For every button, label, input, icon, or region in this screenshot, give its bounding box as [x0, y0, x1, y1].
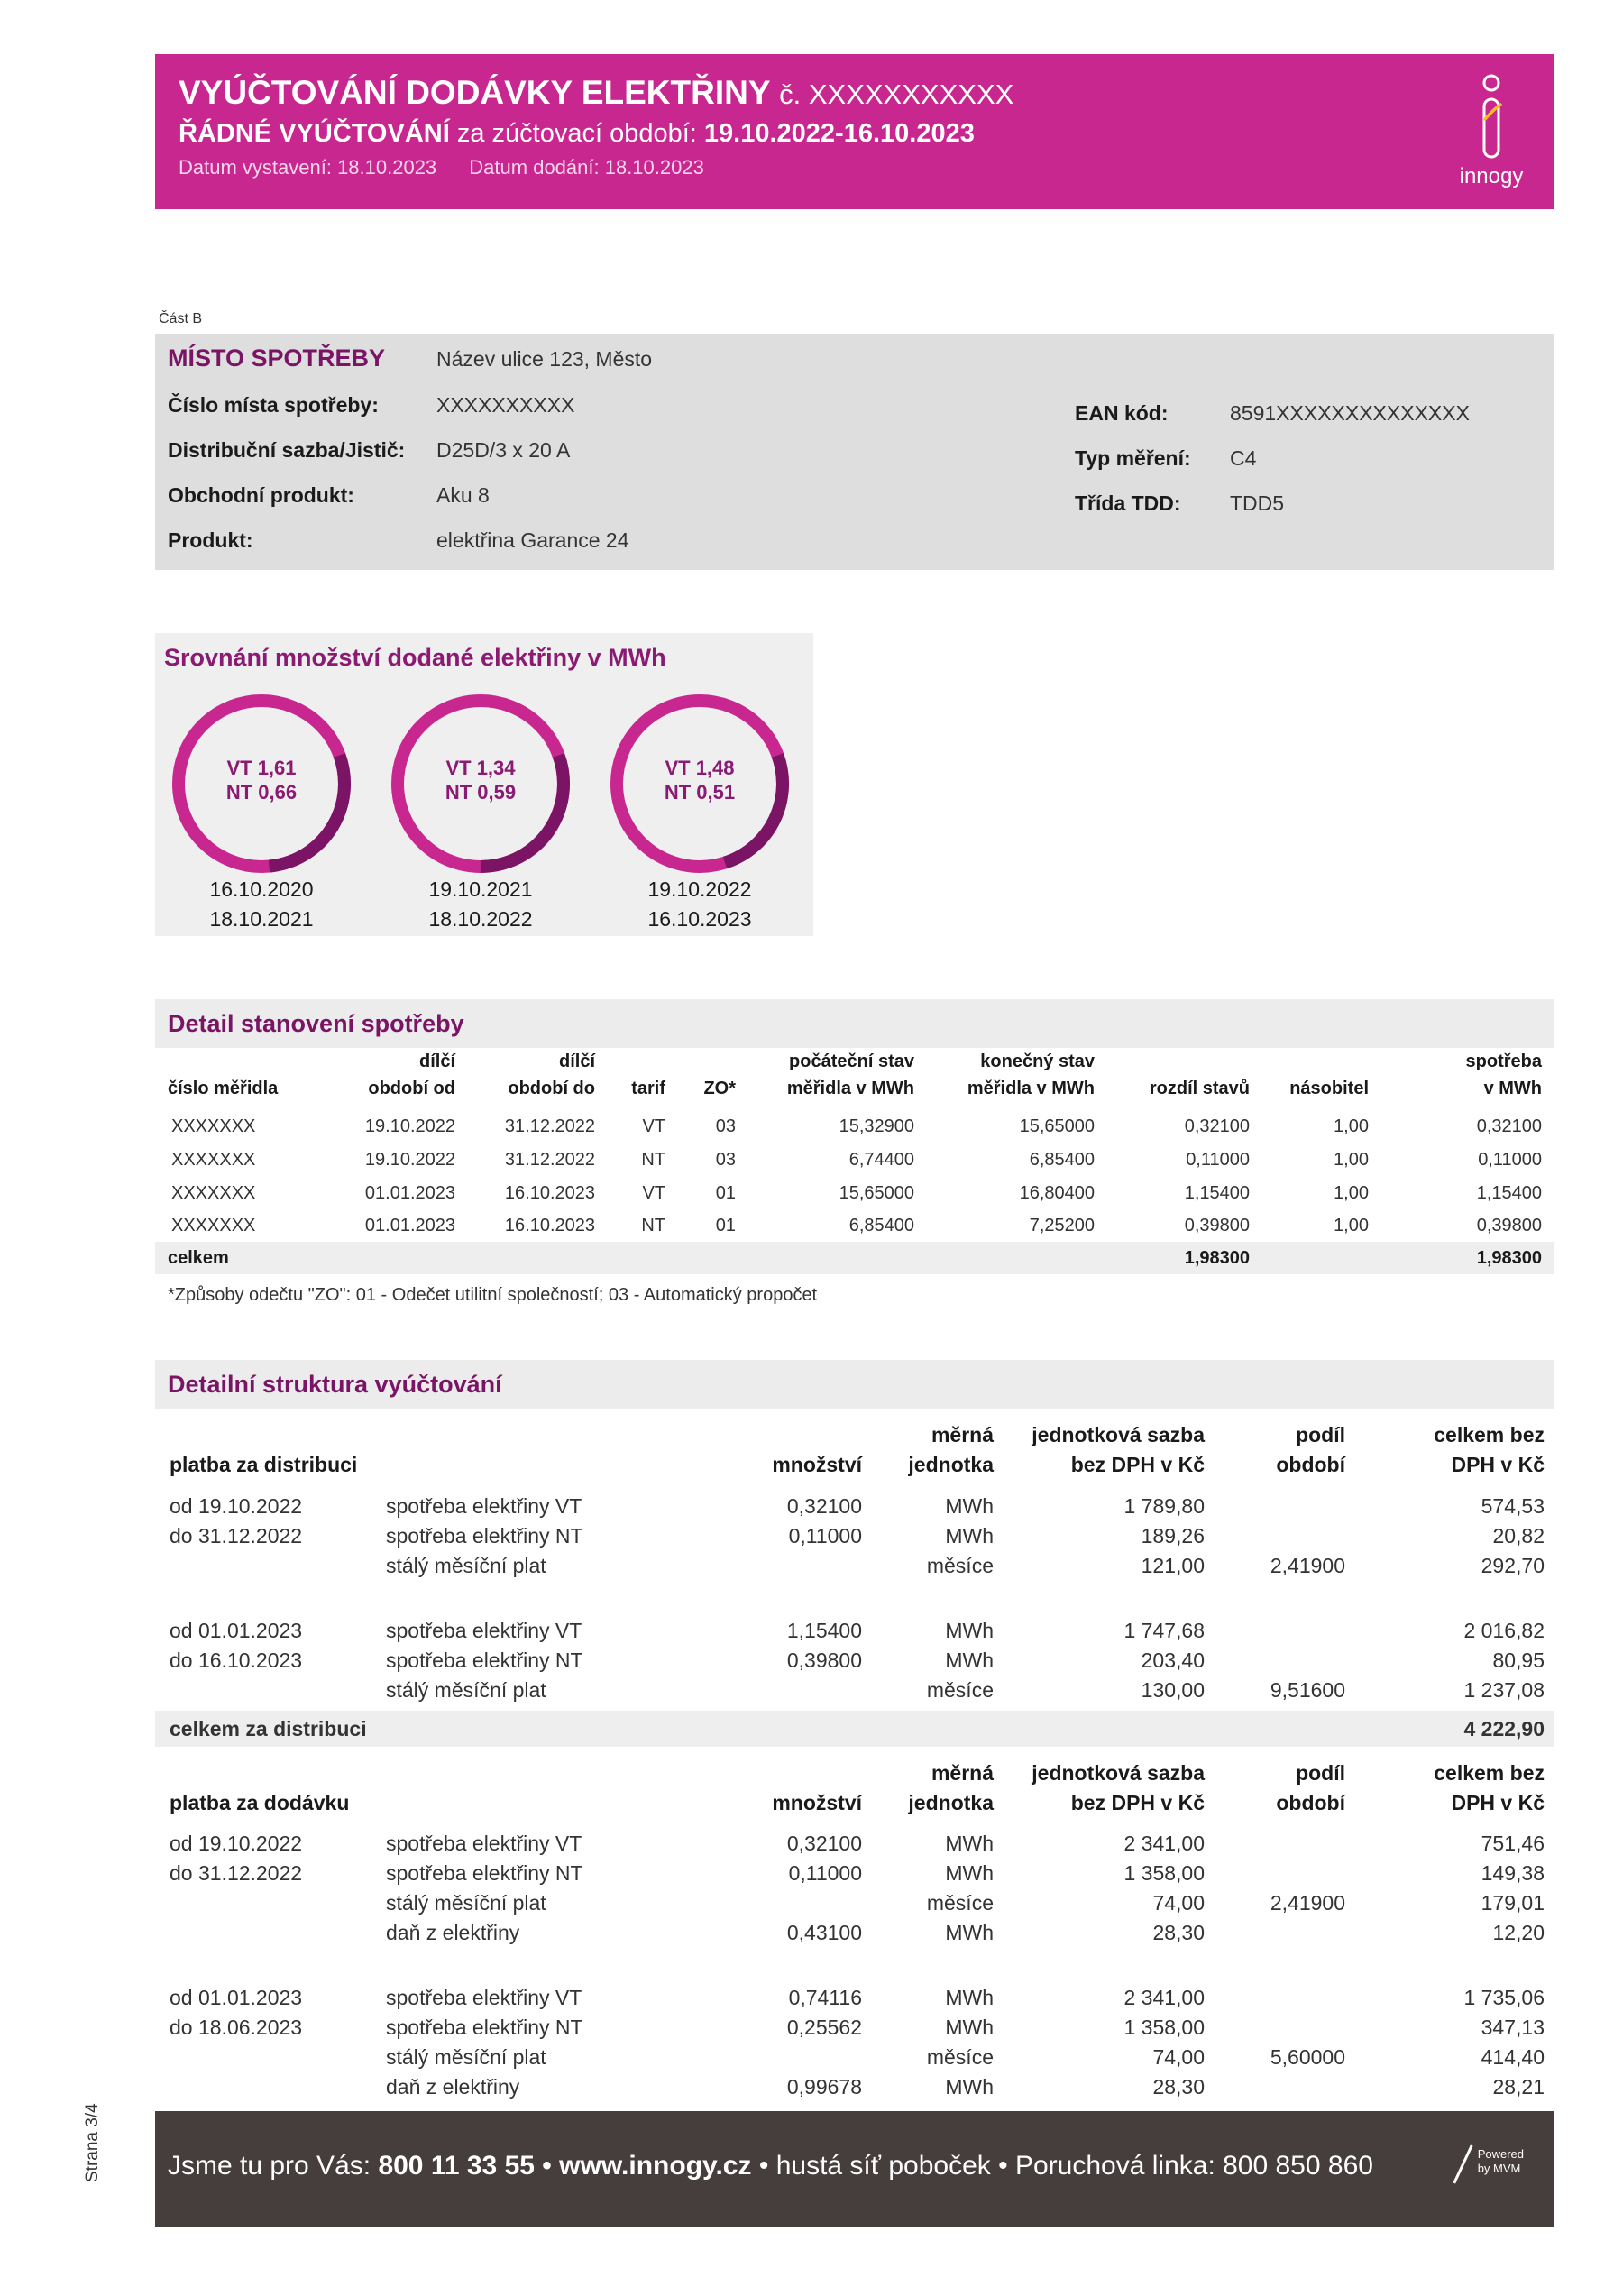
field-value: elektřina Garance 24 — [436, 528, 629, 552]
cell-from: 19.10.2022 — [364, 1150, 455, 1170]
field-value: D25D/3 x 20 A — [436, 438, 571, 462]
cell-total: 2 016,82 — [1463, 1619, 1545, 1642]
bullet: • — [758, 2151, 769, 2181]
page-number: Strana 3/4 — [83, 2103, 102, 2182]
col-header — [1389, 1048, 1542, 1102]
cell-diff: 0,32100 — [1184, 1116, 1250, 1136]
field-label: Třída TDD: — [1075, 491, 1181, 515]
cell-item: spotřeba elektřiny NT — [386, 1861, 583, 1885]
cell-cons: 0,11000 — [1478, 1150, 1542, 1170]
cell-unit: MWh — [945, 1494, 994, 1518]
cell-period: do 16.10.2023 — [170, 1649, 303, 1672]
col-header: množství — [772, 1453, 862, 1476]
cell-to: 16.10.2023 — [504, 1216, 595, 1235]
cell-total: 12,20 — [1492, 1921, 1545, 1944]
cell-period: od 19.10.2022 — [170, 1832, 303, 1855]
cell-unit: měsíce — [926, 1554, 994, 1577]
total-label: celkem za distribuci — [170, 1717, 367, 1740]
period-dates — [167, 875, 356, 934]
col-header — [1362, 1759, 1545, 1818]
cell-rate: 121,00 — [1141, 1554, 1205, 1577]
cell-qty: 0,43100 — [786, 1921, 862, 1944]
cell-zo: 03 — [715, 1116, 736, 1136]
cell-meter: XXXXXXX — [171, 1150, 256, 1170]
powered-by — [1478, 2147, 1524, 2176]
col-header — [325, 1048, 455, 1102]
col-header-line: konečný stav — [980, 1052, 1095, 1071]
cell-item: spotřeba elektřiny VT — [386, 1832, 582, 1855]
cell-unit: měsíce — [926, 1891, 994, 1915]
cell-total: 20,82 — [1492, 1524, 1545, 1548]
cell-qty: 0,74116 — [788, 1986, 862, 2009]
cell-diff: 0,39800 — [1184, 1216, 1250, 1235]
cell-total: 1 735,06 — [1463, 1986, 1545, 2009]
col-header-line: DPH v Kč — [1451, 1791, 1545, 1814]
cell-item: stálý měsíční plat — [386, 1891, 546, 1915]
cell-share: 5,60000 — [1270, 2045, 1345, 2069]
contact-footer — [155, 2111, 1554, 2227]
invoice-subtitle — [179, 119, 975, 149]
donut-label — [167, 756, 356, 804]
cell-rate: 189,26 — [1141, 1524, 1205, 1548]
period-from: 19.10.2021 — [428, 877, 533, 901]
col-header-line: podíl — [1296, 1761, 1345, 1785]
cell-diff: 0,11000 — [1186, 1150, 1250, 1170]
total-label: celkem — [168, 1248, 229, 1268]
nt-value: NT 0,51 — [664, 781, 736, 804]
cell-unit: MWh — [945, 2075, 994, 2099]
cell-cons: 0,32100 — [1476, 1116, 1542, 1136]
nt-value: NT 0,59 — [445, 781, 517, 804]
cell-rate: 28,30 — [1152, 1921, 1205, 1944]
cell-unit: MWh — [945, 1649, 994, 1672]
col-header-line: celkem bez — [1434, 1761, 1545, 1785]
invoice-dates — [179, 156, 704, 179]
col-header — [875, 1759, 994, 1818]
cell-unit: MWh — [945, 1832, 994, 1855]
col-header-line: měřidla v MWh — [967, 1079, 1095, 1098]
col-header-line: měrná — [931, 1423, 994, 1446]
cell-total: 1 237,08 — [1463, 1678, 1545, 1702]
col-header — [875, 1420, 994, 1480]
logo-text: innogy — [1459, 164, 1524, 188]
cell-zo: 01 — [715, 1216, 736, 1235]
col-header-line: období od — [368, 1079, 455, 1098]
cell-item: spotřeba elektřiny VT — [386, 1494, 582, 1518]
cell-period: od 19.10.2022 — [170, 1494, 303, 1518]
cell-period: do 31.12.2022 — [170, 1861, 303, 1885]
invoice-header — [155, 54, 1554, 209]
field-value: TDD5 — [1230, 491, 1285, 515]
footer-web: www.innogy.cz — [559, 2151, 752, 2181]
cell-mult: 1,00 — [1334, 1216, 1369, 1235]
cell-to: 31.12.2022 — [504, 1116, 595, 1136]
cell-unit: měsíce — [926, 2045, 994, 2069]
col-header — [1217, 1759, 1345, 1818]
col-header — [1362, 1420, 1545, 1480]
cell-total: 347,13 — [1481, 2016, 1545, 2039]
cell-qty: 0,11000 — [788, 1524, 862, 1548]
period-to: 16.10.2023 — [647, 907, 752, 931]
cell-start: 15,32900 — [839, 1116, 914, 1136]
cell-rate: 74,00 — [1152, 2045, 1205, 2069]
cell-item: stálý měsíční plat — [386, 1678, 546, 1702]
cell-qty: 0,39800 — [786, 1649, 862, 1672]
cell-item: spotřeba elektřiny NT — [386, 2016, 583, 2039]
cell-total: 149,38 — [1481, 1861, 1545, 1885]
section-label: Část B — [159, 311, 203, 326]
cell-rate: 130,00 — [1141, 1678, 1205, 1702]
cell-qty: 0,32100 — [786, 1494, 862, 1518]
total-row — [155, 1242, 1554, 1274]
detail-title: Detail stanovení spotřeby — [168, 1010, 464, 1037]
cell-from: 01.01.2023 — [364, 1216, 455, 1235]
cell-meter: XXXXXXX — [171, 1183, 256, 1203]
cell-end: 16,80400 — [1019, 1183, 1095, 1203]
delivery-date: Datum dodání: 18.10.2023 — [469, 156, 704, 179]
field-label: Typ měření: — [1075, 446, 1191, 470]
col-header — [1217, 1420, 1345, 1480]
col-header-line: období do — [508, 1079, 595, 1098]
billing-title: Detailní struktura vyúčtování — [168, 1371, 502, 1398]
cell-rate: 2 341,00 — [1123, 1832, 1205, 1855]
powered-line: by MVM — [1477, 2162, 1521, 2175]
cell-total: 80,95 — [1492, 1649, 1545, 1672]
innogy-logo-icon — [1446, 70, 1536, 170]
consumption-place-box — [155, 334, 1554, 570]
footer-phone: 800 11 33 55 — [378, 2151, 535, 2181]
col-header-line: období — [1276, 1453, 1345, 1476]
subtitle-bold: ŘÁDNÉ VYÚČTOVÁNÍ — [179, 119, 450, 148]
cell-rate: 1 358,00 — [1123, 1861, 1205, 1885]
cell-tarif: NT — [641, 1216, 665, 1235]
col-header-line: podíl — [1296, 1423, 1345, 1446]
cell-end: 15,65000 — [1019, 1116, 1095, 1136]
cell-tarif: VT — [642, 1116, 665, 1136]
cell-qty: 0,11000 — [788, 1861, 862, 1885]
cell-unit: MWh — [945, 1986, 994, 2009]
cell-total: 28,21 — [1492, 2075, 1545, 2099]
comparison-title: Srovnání množství dodané elektřiny v MWh — [164, 644, 666, 671]
cell-zo: 01 — [715, 1183, 736, 1203]
issue-date: Datum vystavení: 18.10.2023 — [179, 156, 437, 179]
period-dates — [386, 875, 575, 934]
cell-item: stálý měsíční plat — [386, 2045, 546, 2069]
distribution-heading: platba za distribuci — [170, 1453, 358, 1476]
cell-mult: 1,00 — [1334, 1150, 1369, 1170]
cell-unit: MWh — [945, 1861, 994, 1885]
period-to: 18.10.2022 — [428, 907, 533, 931]
invoice-number: č. XXXXXXXXXXX — [779, 78, 1014, 110]
col-header-line: jednotková sazba — [1032, 1761, 1205, 1785]
col-header: násobitel — [1289, 1079, 1369, 1098]
cell-unit: MWh — [945, 2016, 994, 2039]
cell-zo: 03 — [715, 1150, 736, 1170]
total-cons: 1,98300 — [1476, 1248, 1542, 1268]
cell-meter: XXXXXXX — [171, 1216, 256, 1235]
cell-period: od 01.01.2023 — [170, 1619, 303, 1642]
period-dates — [605, 875, 794, 934]
cell-total: 751,46 — [1481, 1832, 1545, 1855]
col-header: číslo měřidla — [168, 1079, 279, 1098]
cell-item: spotřeba elektřiny VT — [386, 1986, 582, 2009]
consumption-comparison — [155, 633, 813, 936]
col-header-line: měrná — [931, 1761, 994, 1785]
field-value: C4 — [1230, 446, 1257, 470]
col-header: tarif — [631, 1079, 665, 1098]
cell-from: 19.10.2022 — [364, 1116, 455, 1136]
field-label: Produkt: — [168, 528, 253, 552]
cell-end: 7,25200 — [1029, 1216, 1095, 1235]
cell-total: 414,40 — [1481, 2045, 1545, 2069]
cell-total: 574,53 — [1481, 1494, 1545, 1518]
cell-share: 9,51600 — [1270, 1678, 1345, 1702]
powered-line: Powered — [1477, 2147, 1524, 2161]
cell-share: 2,41900 — [1270, 1891, 1345, 1915]
cell-cons: 0,39800 — [1476, 1216, 1542, 1235]
col-header-line: jednotka — [908, 1791, 994, 1814]
col-header-line: dílčí — [418, 1052, 455, 1071]
innogy-logo — [1446, 70, 1536, 197]
cell-diff: 1,15400 — [1184, 1183, 1250, 1203]
col-header-line: počáteční stav — [789, 1052, 914, 1071]
footer-hotline: Poruchová linka: 800 850 860 — [1014, 2151, 1373, 2181]
col-header-line: celkem bez — [1434, 1423, 1545, 1446]
cell-start: 15,65000 — [839, 1183, 914, 1203]
reading-method-note: *Způsoby odečtu "ZO": 01 - Odečet utilitní společností; 03 - Automatický propočet — [168, 1285, 818, 1305]
cell-item: spotřeba elektřiny VT — [386, 1619, 582, 1642]
col-header-line: DPH v Kč — [1451, 1453, 1545, 1476]
cell-qty: 0,25562 — [786, 2016, 862, 2039]
cell-rate: 74,00 — [1152, 1891, 1205, 1915]
detail-section-heading — [155, 999, 1554, 1048]
cell-item: stálý měsíční plat — [386, 1554, 546, 1577]
col-header-line: v MWh — [1483, 1079, 1542, 1098]
field-value: XXXXXXXXXX — [436, 393, 575, 417]
invoice-title — [179, 74, 1013, 112]
nt-value: NT 0,66 — [225, 781, 298, 804]
cell-total: 179,01 — [1481, 1891, 1545, 1915]
col-header: ZO* — [703, 1079, 736, 1098]
cell-rate: 2 341,00 — [1123, 1986, 1205, 2009]
bullet: • — [998, 2151, 1008, 2181]
cell-to: 16.10.2023 — [504, 1183, 595, 1203]
field-label: Distribuční sazba/Jistič: — [168, 438, 406, 462]
col-header-line: bez DPH v Kč — [1070, 1791, 1205, 1814]
col-header-line: měřidla v MWh — [786, 1079, 914, 1098]
cell-rate: 1 789,80 — [1123, 1494, 1205, 1518]
col-header-line: období — [1276, 1791, 1345, 1814]
col-header — [469, 1048, 595, 1102]
cell-mult: 1,00 — [1334, 1183, 1369, 1203]
col-header: množství — [772, 1791, 862, 1814]
cell-rate: 1 358,00 — [1123, 2016, 1205, 2039]
period-from: 19.10.2022 — [647, 877, 752, 901]
cell-end: 6,85400 — [1029, 1150, 1095, 1170]
slash-icon — [1453, 2145, 1472, 2184]
cell-unit: MWh — [945, 1619, 994, 1642]
field-value: 8591XXXXXXXXXXXXXX — [1230, 401, 1470, 425]
total-diff: 1,98300 — [1184, 1248, 1250, 1268]
cell-item: spotřeba elektřiny NT — [386, 1649, 583, 1672]
period-from: 16.10.2020 — [209, 877, 314, 901]
cell-unit: MWh — [945, 1524, 994, 1548]
donut-label — [605, 756, 794, 804]
subtitle-mid: za zúčtovací období: — [456, 119, 697, 148]
cell-tarif: NT — [641, 1150, 665, 1170]
col-header — [1001, 1759, 1205, 1818]
cell-from: 01.01.2023 — [364, 1183, 455, 1203]
footer-text — [168, 2151, 1373, 2181]
field-label: Obchodní produkt: — [168, 483, 354, 507]
consumption-place-address: Název ulice 123, Město — [436, 347, 653, 371]
cell-period: do 18.06.2023 — [170, 2016, 303, 2039]
bullet: • — [542, 2151, 552, 2181]
consumption-place-heading: MÍSTO SPOTŘEBY — [168, 344, 386, 372]
cell-period: od 01.01.2023 — [170, 1986, 303, 2009]
cell-cons: 1,15400 — [1476, 1183, 1542, 1203]
field-value: Aku 8 — [436, 483, 490, 507]
cell-to: 31.12.2022 — [504, 1150, 595, 1170]
cell-start: 6,85400 — [848, 1216, 914, 1235]
cell-start: 6,74400 — [848, 1150, 914, 1170]
cell-qty: 0,99678 — [786, 2075, 862, 2099]
cell-qty: 1,15400 — [786, 1619, 862, 1642]
cell-period: do 31.12.2022 — [170, 1524, 303, 1548]
period-to: 18.10.2021 — [209, 907, 314, 931]
billing-period: 19.10.2022-16.10.2023 — [703, 119, 975, 148]
col-header-line: jednotka — [908, 1453, 994, 1476]
col-header-line: bez DPH v Kč — [1070, 1453, 1205, 1476]
footer-branches: hustá síť poboček — [775, 2151, 991, 2181]
cell-mult: 1,00 — [1334, 1116, 1369, 1136]
cell-meter: XXXXXXX — [171, 1116, 256, 1136]
billing-section-heading — [155, 1360, 1554, 1409]
total-value: 4 222,90 — [1463, 1717, 1545, 1740]
cell-qty: 0,32100 — [786, 1832, 862, 1855]
vt-value: VT 1,61 — [226, 757, 297, 779]
cell-item: spotřeba elektřiny NT — [386, 1524, 583, 1548]
field-label: EAN kód: — [1075, 401, 1169, 425]
vt-value: VT 1,34 — [445, 757, 516, 779]
cell-share: 2,41900 — [1270, 1554, 1345, 1577]
cell-rate: 28,30 — [1152, 2075, 1205, 2099]
col-header — [929, 1048, 1095, 1102]
col-header — [748, 1048, 914, 1102]
col-header — [1001, 1420, 1205, 1480]
cell-rate: 1 747,68 — [1123, 1619, 1205, 1642]
col-header-line: spotřeba — [1465, 1052, 1542, 1071]
col-header-line: dílčí — [558, 1052, 595, 1071]
cell-item: daň z elektřiny — [386, 1921, 520, 1944]
vt-value: VT 1,48 — [665, 757, 735, 779]
col-header: rozdíl stavů — [1149, 1079, 1250, 1098]
cell-unit: MWh — [945, 1921, 994, 1944]
donut-label — [386, 756, 575, 804]
col-header-line: jednotková sazba — [1032, 1423, 1205, 1446]
supply-heading: platba za dodávku — [170, 1791, 350, 1814]
field-label: Číslo místa spotřeby: — [168, 393, 379, 417]
footer-intro: Jsme tu pro Vás: — [168, 2151, 371, 2181]
cell-total: 292,70 — [1481, 1554, 1545, 1577]
cell-item: daň z elektřiny — [386, 2075, 520, 2099]
title-text: VYÚČTOVÁNÍ DODÁVKY ELEKTŘINY — [179, 74, 770, 111]
cell-tarif: VT — [642, 1183, 665, 1203]
distribution-total-row — [155, 1711, 1554, 1747]
cell-rate: 203,40 — [1141, 1649, 1205, 1672]
cell-unit: měsíce — [926, 1678, 994, 1702]
